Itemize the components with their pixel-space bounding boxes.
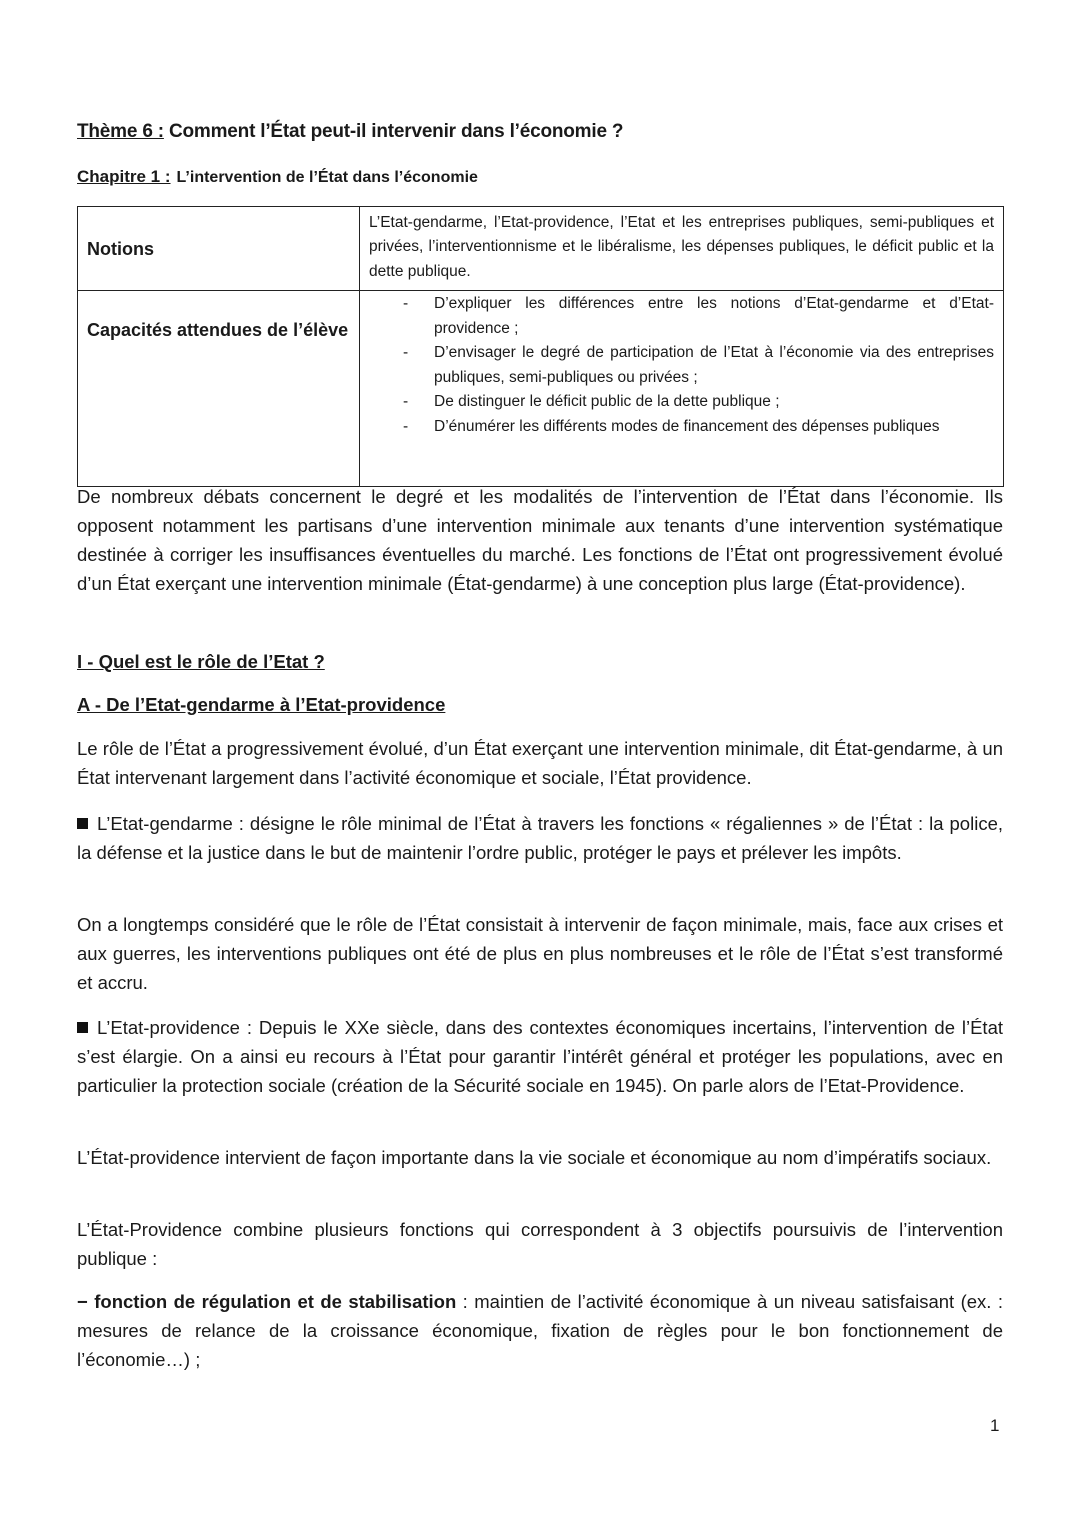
notions-table (77, 206, 1004, 487)
dash-bullet-icon: - (403, 417, 409, 435)
subsection-a-heading: A - De l’Etat-gendarme à l’Etat-providence (77, 694, 446, 715)
list-item: - D’expliquer les différences entre les notions d’Etat-gendarme et d’Etat-providence ; (369, 292, 994, 341)
notions-content: L’Etat-gendarme, l’Etat-providence, l’Etat et les entreprises publiques, semi-publiques et privées, l’interventionnisme et le libéralisme, les dépenses publiques, le déficit public et la dette publique. (360, 207, 1004, 291)
page-number: 1 (990, 1416, 1000, 1435)
dash-bullet-icon: - (403, 344, 409, 361)
theme-question: Comment l’État peut-il intervenir dans l’économie ? (163, 121, 624, 142)
chapter-label: Chapitre 1 : (77, 167, 171, 186)
list-item: - D’énumérer les différents modes de financement des dépenses publiques (369, 415, 994, 440)
capacities-list (369, 292, 994, 439)
paragraph-evolution: Le rôle de l’État a progressivement évolué, d’un État exerçant une intervention minimale, dit État-gendarme, à un État intervenant largement dans l’activité économique et sociale, l’État providence. (77, 738, 1003, 788)
section-1-heading: I - Quel est le rôle de l’Etat ? (77, 651, 325, 672)
paragraph-fonctions: L’État-Providence combine plusieurs fonctions qui correspondent à 3 objectifs poursuivis de l’intervention publique : (77, 1219, 1003, 1269)
capacities-content (360, 291, 1004, 487)
capacities-label: Capacités attendues de l’élève (78, 291, 360, 487)
list-item: - D’envisager le degré de participation de l’Etat à l’économie via des entreprises publiques, semi-publiques ou privées ; (369, 341, 994, 390)
theme-title (77, 121, 623, 143)
paragraph-imperatifs-sociaux: L’État-providence intervient de façon importante dans la vie sociale et économique au nom d’impératifs sociaux. (77, 1147, 992, 1168)
theme-label: Thème 6 : (77, 121, 164, 142)
square-bullet-icon (77, 818, 88, 829)
paragraph-etat-providence: L’Etat-providence : Depuis le XXe siècle, dans des contextes économiques incertains, l’intervention de l’État s’est élargie. On a ainsi eu recours à l’État pour garantir l’intérêt général et protéger les populations, avec en particulier la protection sociale (création de la Sécurité sociale en 1945). On parle alors de l’Etat-Providence. (77, 1017, 1003, 1096)
dash-bullet-icon: - (403, 295, 409, 312)
function-regulation: − fonction de régulation et de stabilisation : maintien de l’activité économique à un niveau satisfaisant (ex. : mesures de relance de la croissance économique, fixation de règles pour le bon fonctionnement de l’économie…) ; (77, 1291, 1003, 1370)
chapter-title (77, 167, 478, 187)
table-row-notions (78, 207, 1004, 291)
table-row-capacities (78, 291, 1004, 487)
list-item: - De distinguer le déficit public de la dette publique ; (369, 390, 994, 415)
chapter-subtitle: L’intervention de l’État dans l’économie (176, 169, 478, 186)
notions-label: Notions (78, 207, 360, 291)
intro-paragraph: De nombreux débats concernent le degré et les modalités de l’intervention de l’État dans l’économie. Ils opposent notamment les partisans d’une intervention minimale aux tenants d’une intervention systématique destinée à corriger les insuffisances éventuelles du marché. Les fonctions de l’État ont progressivement évolué d’un État exerçant une intervention minimale (État-gendarme) à une conception plus large (État-providence). (77, 486, 1003, 594)
paragraph-transformation: On a longtemps considéré que le rôle de l’État consistait à intervenir de façon minimale, mais, face aux crises et aux guerres, les interventions publiques ont été de plus en plus nombreuses et le rôle de l’État s’est transformé et accru. (77, 914, 1003, 993)
square-bullet-icon (77, 1022, 88, 1033)
dash-bullet-icon: - (403, 393, 409, 410)
function-term: fonction de régulation et de stabilisation (94, 1291, 457, 1312)
paragraph-etat-gendarme: L’Etat-gendarme : désigne le rôle minimal de l’État à travers les fonctions « régaliennes » de l’État : la police, la défense et la justice dans le but de maintenir l’ordre public, protéger le pays et prélever les impôts. (77, 813, 1003, 863)
